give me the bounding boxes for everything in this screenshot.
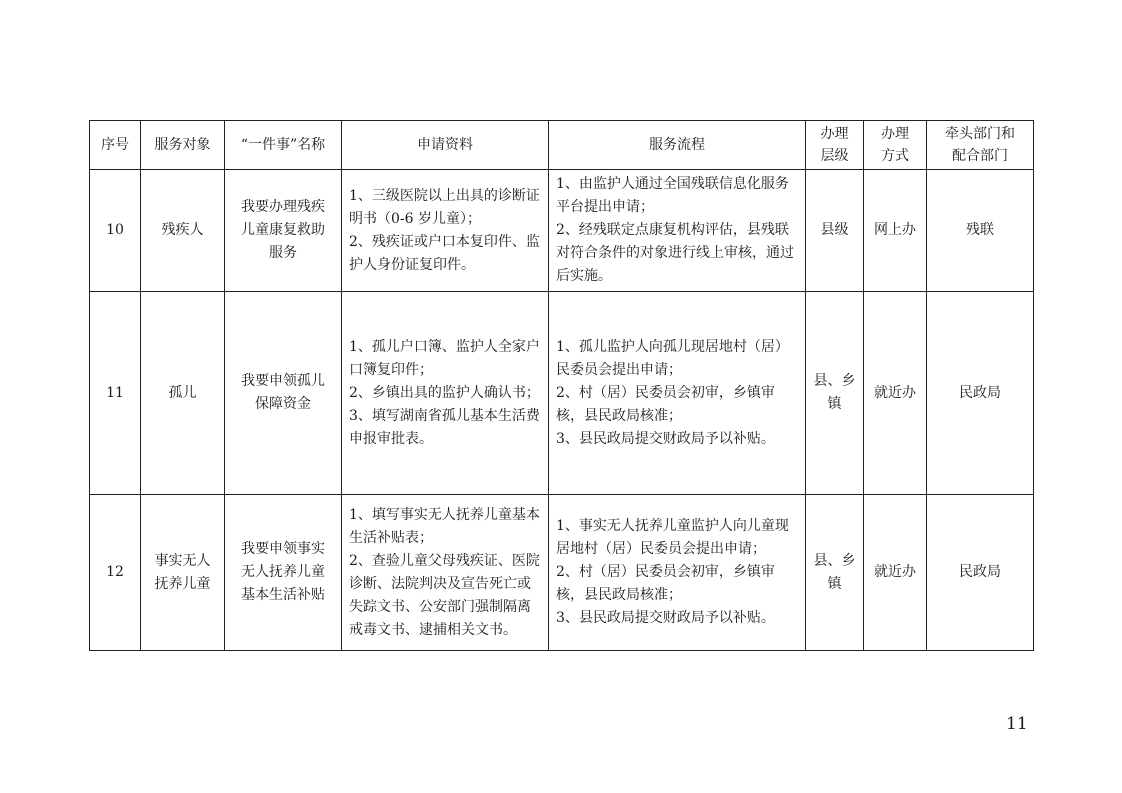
table-row xyxy=(90,495,1034,651)
cell-name: 我要申领事实 无人抚养儿童 基本生活补贴 xyxy=(225,495,342,651)
cell-target: 事实无人 抚养儿童 xyxy=(141,495,225,651)
cell-target: 孤儿 xyxy=(141,292,225,495)
header-materials: 申请资料 xyxy=(342,121,549,170)
table-row xyxy=(90,292,1034,495)
header-dept: 牵头部门和 配合部门 xyxy=(927,121,1034,170)
cell-materials: 1、填写事实无人抚养儿童基本生活补贴表； 2、查验儿童父母残疾证、医院诊断、法院判决及宣告死亡或失踪文书、公安部门强制隔离戒毒文书、逮捕相关文书。 xyxy=(342,495,549,651)
cell-target: 残疾人 xyxy=(141,170,225,292)
cell-level: 县、乡 镇 xyxy=(806,495,864,651)
cell-name: 我要办理残疾 儿童康复救助 服务 xyxy=(225,170,342,292)
table-row xyxy=(90,170,1034,292)
cell-process: 1、由监护人通过全国残联信息化服务平台提出申请； 2、经残联定点康复机构评估，县残联对符合条件的对象进行线上审核，通过后实施。 xyxy=(549,170,806,292)
cell-method: 就近办 xyxy=(864,292,927,495)
cell-method: 网上办 xyxy=(864,170,927,292)
cell-dept: 民政局 xyxy=(927,292,1034,495)
header-name: “一件事”名称 xyxy=(225,121,342,170)
header-target: 服务对象 xyxy=(141,121,225,170)
header-method: 办理 方式 xyxy=(864,121,927,170)
cell-materials: 1、孤儿户口簿、监护人全家户口簿复印件； 2、乡镇出具的监护人确认书； 3、填写湖南省孤儿基本生活费申报审批表。 xyxy=(342,292,549,495)
cell-dept: 民政局 xyxy=(927,495,1034,651)
header-level: 办理 层级 xyxy=(806,121,864,170)
page-number: 11 xyxy=(1006,714,1028,734)
cell-process: 1、事实无人抚养儿童监护人向儿童现居地村（居）民委员会提出申请； 2、村（居）民委员会初审，乡镇审核，县民政局核准； 3、县民政局提交财政局予以补贴。 xyxy=(549,495,806,651)
cell-seq: 12 xyxy=(90,495,141,651)
cell-level: 县级 xyxy=(806,170,864,292)
header-seq: 序号 xyxy=(90,121,141,170)
table-header-row xyxy=(90,121,1034,170)
cell-method: 就近办 xyxy=(864,495,927,651)
cell-level: 县、乡 镇 xyxy=(806,292,864,495)
cell-materials: 1、三级医院以上出具的诊断证明书（0-6 岁儿童）； 2、残疾证或户口本复印件、监护人身份证复印件。 xyxy=(342,170,549,292)
cell-seq: 11 xyxy=(90,292,141,495)
cell-process: 1、孤儿监护人向孤儿现居地村（居）民委员会提出申请； 2、村（居）民委员会初审，乡镇审核，县民政局核准； 3、县民政局提交财政局予以补贴。 xyxy=(549,292,806,495)
cell-dept: 残联 xyxy=(927,170,1034,292)
header-process: 服务流程 xyxy=(549,121,806,170)
cell-seq: 10 xyxy=(90,170,141,292)
cell-name: 我要申领孤儿 保障资金 xyxy=(225,292,342,495)
service-table xyxy=(89,120,1034,651)
